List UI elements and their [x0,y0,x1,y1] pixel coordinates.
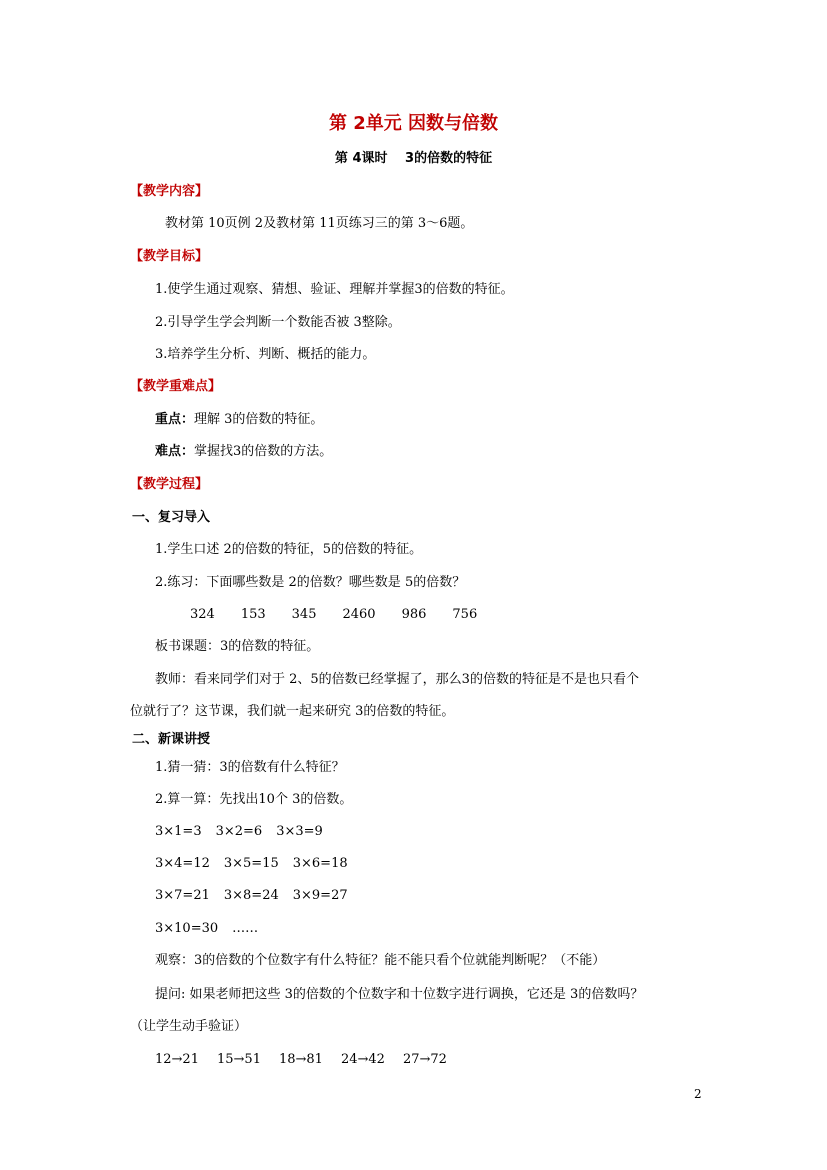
part2-line: 2.算一算：先找出10个 3的倍数。 [155,792,353,807]
goal-item: 3.培养学生分析、判断、概括的能力。 [155,347,376,362]
content-text: 教材第 10页例 2及教材第 11页练习三的第 3～6题。 [165,216,474,231]
section-heading-process: 【教学过程】 [130,477,209,492]
equation-row [155,823,337,841]
number-item: 2460 [342,607,376,622]
number-item: 153 [240,607,266,622]
key-point-text: 理解 3的倍数的特征。 [194,412,324,427]
number-item: 756 [452,607,478,622]
part2-line: 1.猜一猜：3的倍数有什么特征？ [155,760,345,775]
swap-item: 15→51 [216,1052,261,1067]
swap-item: 24→42 [340,1052,385,1067]
equation: 3×7=21 [155,888,210,903]
equation: 3×1=3 [155,824,202,839]
lesson-subtitle: 第 4课时 3的倍数的特征 [334,151,493,166]
equation: 3×10=30 [155,921,219,936]
difficult-point-text: 掌握找3的倍数的方法。 [194,444,333,459]
equation: 3×3=9 [276,824,323,839]
difficult-point-label: 难点： [155,444,195,459]
part2-heading: 二、新课讲授 [132,732,211,747]
swap-item: 27→72 [402,1052,447,1067]
observe-text: 观察：3的倍数的个位数字有什么特征？能不能只看个位就能判断呢？（不能） [155,953,606,968]
key-point-label: 重点： [155,412,195,427]
numbers-row [190,606,503,624]
difficult-point [155,443,332,461]
swap-row [155,1051,465,1069]
document-title: 第 2单元 因数与倍数 [328,113,499,134]
equation-row [155,887,362,905]
part1-line: 教师：看来同学们对于 2、5的倍数已经掌握了，那么3的倍数的特征是不是也只看个 [155,672,639,687]
number-item: 324 [190,607,215,622]
goal-item: 2.引导学生学会判断一个数能否被 3整除。 [155,315,401,330]
ellipsis: …… [232,921,259,936]
question-note: （让学生动手验证） [130,1019,248,1034]
part1-line: 板书课题：3的倍数的特征。 [155,639,320,654]
section-heading-keypoints: 【教学重难点】 [130,379,222,394]
equation-row [155,855,362,873]
section-heading-goals: 【教学目标】 [130,249,209,264]
equation: 3×4=12 [155,856,210,871]
part1-line: 2.练习：下面哪些数是 2的倍数？哪些数是 5的倍数？ [155,575,466,590]
equation: 3×9=27 [292,888,348,903]
page-number: 2 [694,1087,702,1101]
number-item: 986 [401,607,427,622]
number-item: 345 [291,607,317,622]
swap-item: 18→81 [278,1052,323,1067]
question-text: 提问: 如果老师把这些 3的倍数的个位数字和十位数字进行调换，它还是 3的倍数吗？ [155,987,644,1002]
equation: 3×5=15 [223,856,279,871]
part1-line: 位就行了？这节课，我们就一起来研究 3的倍数的特征。 [130,704,455,719]
equation: 3×8=24 [223,888,279,903]
equation-row [155,920,272,938]
equation: 3×2=6 [215,824,263,839]
part1-line: 1.学生口述 2的倍数的特征，5的倍数的特征。 [155,542,423,557]
key-point [155,411,323,429]
section-heading-content: 【教学内容】 [130,184,209,199]
goal-item: 1.使学生通过观察、猜想、验证、理解并掌握3的倍数的特征。 [155,282,514,297]
swap-item: 12→21 [155,1052,199,1067]
equation: 3×6=18 [292,856,348,871]
part1-heading: 一、复习导入 [132,510,211,525]
